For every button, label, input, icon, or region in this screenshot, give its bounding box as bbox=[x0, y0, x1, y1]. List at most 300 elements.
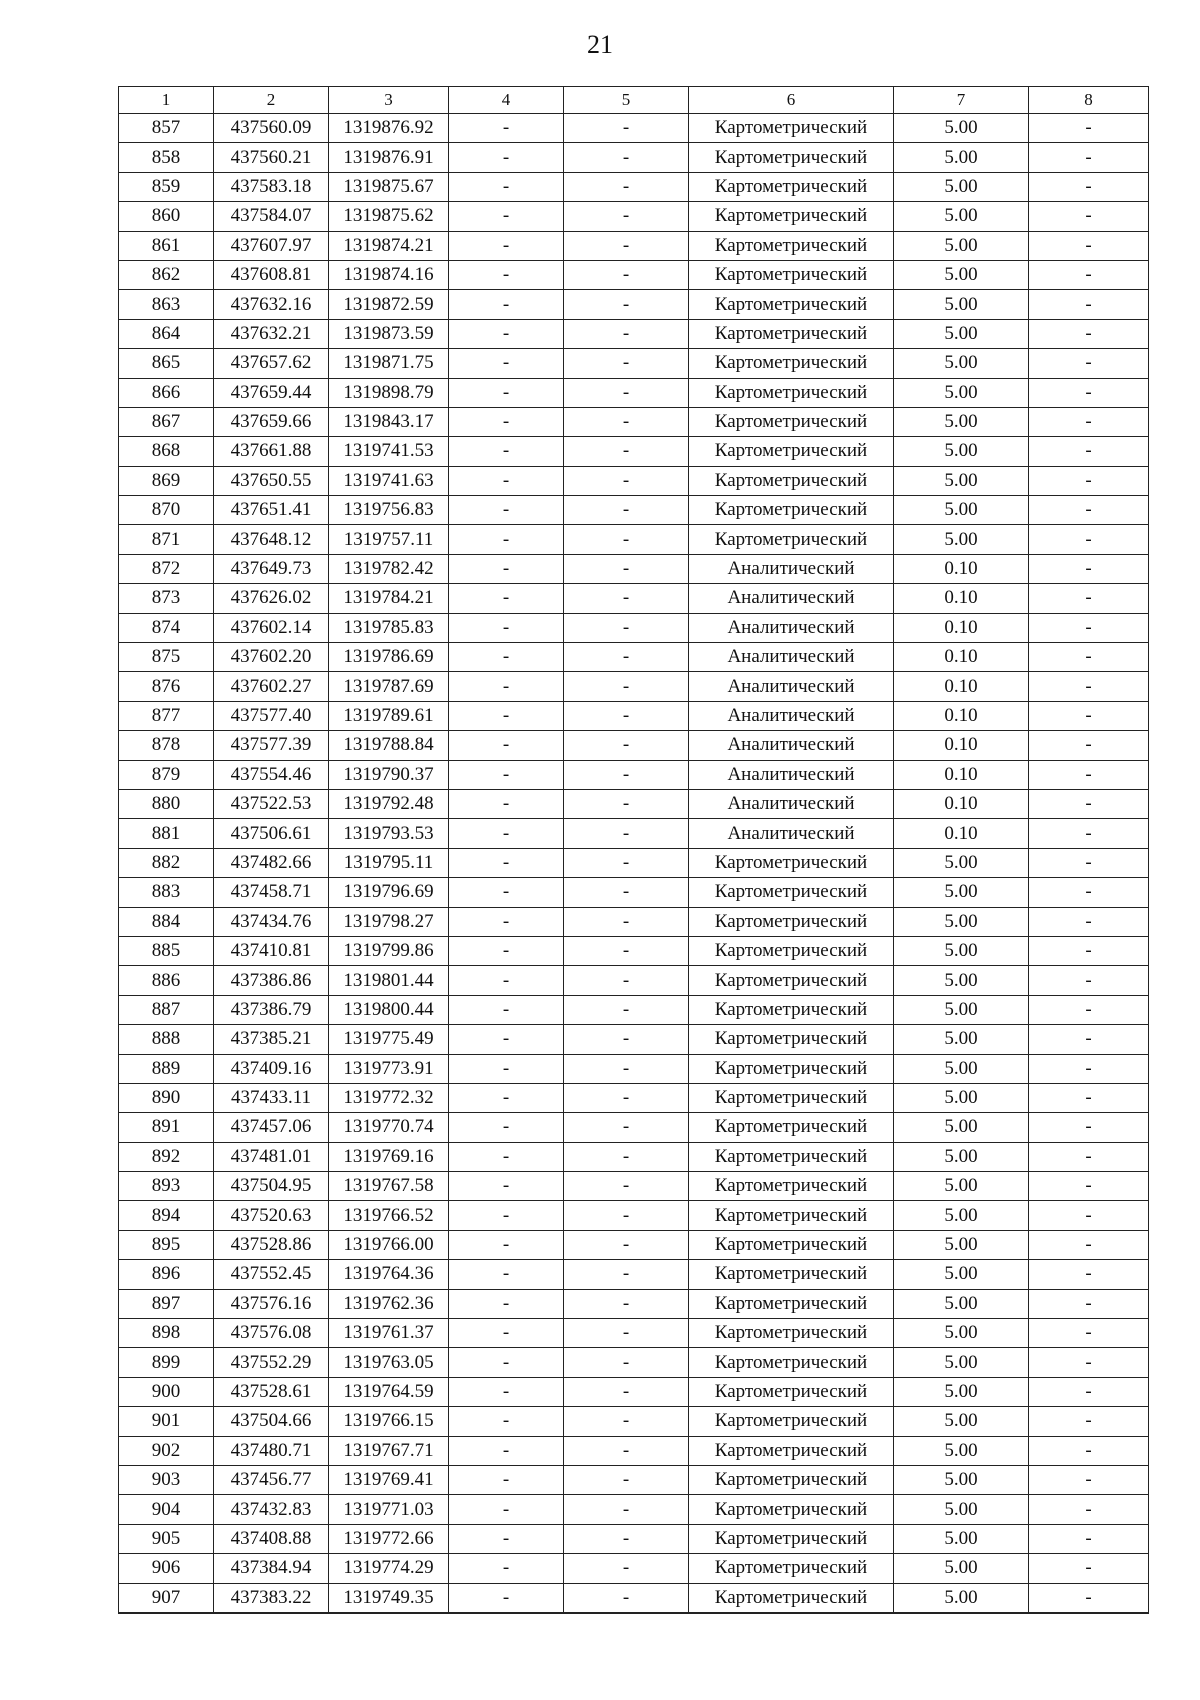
column-8-cell: - bbox=[1029, 1436, 1149, 1465]
column-5-cell: - bbox=[564, 1289, 689, 1318]
accuracy-cell: 5.00 bbox=[894, 1054, 1029, 1083]
column-5-cell: - bbox=[564, 319, 689, 348]
table-row bbox=[119, 349, 1149, 378]
method-cell: Картометрический bbox=[689, 1083, 894, 1112]
table-row bbox=[119, 1230, 1149, 1259]
method-cell: Картометрический bbox=[689, 407, 894, 436]
x-coordinate-cell: 437480.71 bbox=[214, 1436, 329, 1465]
point-number-cell: 890 bbox=[119, 1083, 214, 1112]
column-8-cell: - bbox=[1029, 1554, 1149, 1583]
table-row bbox=[119, 731, 1149, 760]
table-row bbox=[119, 1436, 1149, 1465]
point-number-cell: 906 bbox=[119, 1554, 214, 1583]
table-row bbox=[119, 466, 1149, 495]
column-8-cell: - bbox=[1029, 407, 1149, 436]
y-coordinate-cell: 1319771.03 bbox=[329, 1495, 449, 1524]
point-number-cell: 896 bbox=[119, 1260, 214, 1289]
method-cell: Картометрический bbox=[689, 1113, 894, 1142]
method-cell: Картометрический bbox=[689, 1319, 894, 1348]
table-row bbox=[119, 848, 1149, 877]
table-row bbox=[119, 1054, 1149, 1083]
point-number-cell: 888 bbox=[119, 1025, 214, 1054]
x-coordinate-cell: 437657.62 bbox=[214, 349, 329, 378]
column-5-cell: - bbox=[564, 496, 689, 525]
column-4-cell: - bbox=[449, 114, 564, 143]
method-cell: Картометрический bbox=[689, 1025, 894, 1054]
x-coordinate-cell: 437457.06 bbox=[214, 1113, 329, 1142]
column-4-cell: - bbox=[449, 290, 564, 319]
column-5-cell: - bbox=[564, 260, 689, 289]
method-cell: Картометрический bbox=[689, 260, 894, 289]
y-coordinate-cell: 1319762.36 bbox=[329, 1289, 449, 1318]
x-coordinate-cell: 437504.66 bbox=[214, 1407, 329, 1436]
point-number-cell: 869 bbox=[119, 466, 214, 495]
table-row bbox=[119, 378, 1149, 407]
column-5-cell: - bbox=[564, 172, 689, 201]
column-8-cell: - bbox=[1029, 114, 1149, 143]
y-coordinate-cell: 1319801.44 bbox=[329, 966, 449, 995]
table-row bbox=[119, 789, 1149, 818]
x-coordinate-cell: 437648.12 bbox=[214, 525, 329, 554]
accuracy-cell: 5.00 bbox=[894, 1083, 1029, 1112]
point-number-cell: 877 bbox=[119, 701, 214, 730]
accuracy-cell: 5.00 bbox=[894, 143, 1029, 172]
y-coordinate-cell: 1319786.69 bbox=[329, 643, 449, 672]
column-8-cell: - bbox=[1029, 995, 1149, 1024]
accuracy-cell: 5.00 bbox=[894, 349, 1029, 378]
x-coordinate-cell: 437456.77 bbox=[214, 1465, 329, 1494]
column-4-cell: - bbox=[449, 319, 564, 348]
column-8-cell: - bbox=[1029, 1407, 1149, 1436]
y-coordinate-cell: 1319785.83 bbox=[329, 613, 449, 642]
column-8-cell: - bbox=[1029, 1319, 1149, 1348]
column-4-cell: - bbox=[449, 1436, 564, 1465]
column-4-cell: - bbox=[449, 1495, 564, 1524]
x-coordinate-cell: 437602.27 bbox=[214, 672, 329, 701]
point-number-cell: 878 bbox=[119, 731, 214, 760]
table-row bbox=[119, 1407, 1149, 1436]
table-row bbox=[119, 1172, 1149, 1201]
column-4-cell: - bbox=[449, 349, 564, 378]
column-8-cell: - bbox=[1029, 1113, 1149, 1142]
table-row bbox=[119, 172, 1149, 201]
column-5-cell: - bbox=[564, 1524, 689, 1553]
y-coordinate-cell: 1319874.21 bbox=[329, 231, 449, 260]
column-4-cell: - bbox=[449, 1289, 564, 1318]
accuracy-cell: 5.00 bbox=[894, 878, 1029, 907]
column-5-cell: - bbox=[564, 878, 689, 907]
accuracy-cell: 5.00 bbox=[894, 1230, 1029, 1259]
column-8-cell: - bbox=[1029, 1260, 1149, 1289]
column-5-cell: - bbox=[564, 907, 689, 936]
method-cell: Картометрический bbox=[689, 1495, 894, 1524]
column-8-cell: - bbox=[1029, 643, 1149, 672]
y-coordinate-cell: 1319796.69 bbox=[329, 878, 449, 907]
x-coordinate-cell: 437481.01 bbox=[214, 1142, 329, 1171]
method-cell: Картометрический bbox=[689, 143, 894, 172]
column-8-cell: - bbox=[1029, 143, 1149, 172]
method-cell: Аналитический bbox=[689, 760, 894, 789]
x-coordinate-cell: 437577.40 bbox=[214, 701, 329, 730]
accuracy-cell: 5.00 bbox=[894, 995, 1029, 1024]
table-row bbox=[119, 966, 1149, 995]
column-5-cell: - bbox=[564, 231, 689, 260]
x-coordinate-cell: 437506.61 bbox=[214, 819, 329, 848]
y-coordinate-cell: 1319769.16 bbox=[329, 1142, 449, 1171]
table-row bbox=[119, 290, 1149, 319]
point-number-cell: 875 bbox=[119, 643, 214, 672]
x-coordinate-cell: 437632.21 bbox=[214, 319, 329, 348]
table-row bbox=[119, 672, 1149, 701]
column-5-cell: - bbox=[564, 995, 689, 1024]
y-coordinate-cell: 1319763.05 bbox=[329, 1348, 449, 1377]
method-cell: Картометрический bbox=[689, 349, 894, 378]
column-8-cell: - bbox=[1029, 260, 1149, 289]
column-8-cell: - bbox=[1029, 584, 1149, 613]
y-coordinate-cell: 1319875.62 bbox=[329, 202, 449, 231]
column-4-cell: - bbox=[449, 1083, 564, 1112]
column-5-cell: - bbox=[564, 966, 689, 995]
column-header: 7 bbox=[894, 87, 1029, 114]
point-number-cell: 860 bbox=[119, 202, 214, 231]
table-row bbox=[119, 1583, 1149, 1613]
column-header: 5 bbox=[564, 87, 689, 114]
column-4-cell: - bbox=[449, 407, 564, 436]
accuracy-cell: 5.00 bbox=[894, 378, 1029, 407]
column-5-cell: - bbox=[564, 437, 689, 466]
accuracy-cell: 5.00 bbox=[894, 907, 1029, 936]
accuracy-cell: 5.00 bbox=[894, 172, 1029, 201]
column-4-cell: - bbox=[449, 643, 564, 672]
column-4-cell: - bbox=[449, 878, 564, 907]
point-number-cell: 880 bbox=[119, 789, 214, 818]
y-coordinate-cell: 1319784.21 bbox=[329, 584, 449, 613]
y-coordinate-cell: 1319871.75 bbox=[329, 349, 449, 378]
point-number-cell: 887 bbox=[119, 995, 214, 1024]
column-header: 8 bbox=[1029, 87, 1149, 114]
point-number-cell: 901 bbox=[119, 1407, 214, 1436]
column-4-cell: - bbox=[449, 143, 564, 172]
column-4-cell: - bbox=[449, 260, 564, 289]
column-8-cell: - bbox=[1029, 789, 1149, 818]
accuracy-cell: 5.00 bbox=[894, 1319, 1029, 1348]
table-row bbox=[119, 1113, 1149, 1142]
x-coordinate-cell: 437528.86 bbox=[214, 1230, 329, 1259]
column-5-cell: - bbox=[564, 1495, 689, 1524]
column-8-cell: - bbox=[1029, 760, 1149, 789]
table-row bbox=[119, 584, 1149, 613]
table-row bbox=[119, 1554, 1149, 1583]
method-cell: Картометрический bbox=[689, 1201, 894, 1230]
point-number-cell: 871 bbox=[119, 525, 214, 554]
column-5-cell: - bbox=[564, 672, 689, 701]
accuracy-cell: 0.10 bbox=[894, 819, 1029, 848]
table-row bbox=[119, 1142, 1149, 1171]
accuracy-cell: 5.00 bbox=[894, 437, 1029, 466]
table-row bbox=[119, 1465, 1149, 1494]
table-row bbox=[119, 701, 1149, 730]
method-cell: Картометрический bbox=[689, 378, 894, 407]
y-coordinate-cell: 1319749.35 bbox=[329, 1583, 449, 1613]
accuracy-cell: 5.00 bbox=[894, 1172, 1029, 1201]
x-coordinate-cell: 437576.08 bbox=[214, 1319, 329, 1348]
accuracy-cell: 5.00 bbox=[894, 1377, 1029, 1406]
column-4-cell: - bbox=[449, 936, 564, 965]
table-row bbox=[119, 819, 1149, 848]
column-8-cell: - bbox=[1029, 202, 1149, 231]
x-coordinate-cell: 437386.86 bbox=[214, 966, 329, 995]
column-8-cell: - bbox=[1029, 1495, 1149, 1524]
column-8-cell: - bbox=[1029, 349, 1149, 378]
y-coordinate-cell: 1319874.16 bbox=[329, 260, 449, 289]
y-coordinate-cell: 1319898.79 bbox=[329, 378, 449, 407]
point-number-cell: 889 bbox=[119, 1054, 214, 1083]
column-header: 1 bbox=[119, 87, 214, 114]
table-row bbox=[119, 231, 1149, 260]
table-row bbox=[119, 407, 1149, 436]
column-5-cell: - bbox=[564, 525, 689, 554]
column-5-cell: - bbox=[564, 584, 689, 613]
column-header: 4 bbox=[449, 87, 564, 114]
table-row bbox=[119, 202, 1149, 231]
y-coordinate-cell: 1319787.69 bbox=[329, 672, 449, 701]
y-coordinate-cell: 1319770.74 bbox=[329, 1113, 449, 1142]
column-8-cell: - bbox=[1029, 1348, 1149, 1377]
x-coordinate-cell: 437520.63 bbox=[214, 1201, 329, 1230]
column-5-cell: - bbox=[564, 378, 689, 407]
column-4-cell: - bbox=[449, 1319, 564, 1348]
x-coordinate-cell: 437651.41 bbox=[214, 496, 329, 525]
point-number-cell: 867 bbox=[119, 407, 214, 436]
y-coordinate-cell: 1319795.11 bbox=[329, 848, 449, 877]
accuracy-cell: 5.00 bbox=[894, 231, 1029, 260]
x-coordinate-cell: 437528.61 bbox=[214, 1377, 329, 1406]
column-5-cell: - bbox=[564, 1319, 689, 1348]
x-coordinate-cell: 437632.16 bbox=[214, 290, 329, 319]
column-8-cell: - bbox=[1029, 437, 1149, 466]
point-number-cell: 881 bbox=[119, 819, 214, 848]
column-4-cell: - bbox=[449, 584, 564, 613]
column-4-cell: - bbox=[449, 172, 564, 201]
column-5-cell: - bbox=[564, 819, 689, 848]
method-cell: Картометрический bbox=[689, 1260, 894, 1289]
table-row bbox=[119, 1260, 1149, 1289]
accuracy-cell: 0.10 bbox=[894, 672, 1029, 701]
method-cell: Картометрический bbox=[689, 936, 894, 965]
column-4-cell: - bbox=[449, 525, 564, 554]
point-number-cell: 907 bbox=[119, 1583, 214, 1613]
method-cell: Картометрический bbox=[689, 525, 894, 554]
column-4-cell: - bbox=[449, 378, 564, 407]
method-cell: Картометрический bbox=[689, 172, 894, 201]
column-5-cell: - bbox=[564, 1554, 689, 1583]
column-5-cell: - bbox=[564, 936, 689, 965]
x-coordinate-cell: 437409.16 bbox=[214, 1054, 329, 1083]
method-cell: Картометрический bbox=[689, 1407, 894, 1436]
x-coordinate-cell: 437408.88 bbox=[214, 1524, 329, 1553]
point-number-cell: 873 bbox=[119, 584, 214, 613]
column-4-cell: - bbox=[449, 554, 564, 583]
column-4-cell: - bbox=[449, 848, 564, 877]
column-8-cell: - bbox=[1029, 672, 1149, 701]
method-cell: Картометрический bbox=[689, 290, 894, 319]
point-number-cell: 898 bbox=[119, 1319, 214, 1348]
x-coordinate-cell: 437554.46 bbox=[214, 760, 329, 789]
table-row bbox=[119, 1201, 1149, 1230]
method-cell: Картометрический bbox=[689, 231, 894, 260]
y-coordinate-cell: 1319761.37 bbox=[329, 1319, 449, 1348]
column-4-cell: - bbox=[449, 1142, 564, 1171]
column-4-cell: - bbox=[449, 731, 564, 760]
column-4-cell: - bbox=[449, 496, 564, 525]
column-5-cell: - bbox=[564, 1436, 689, 1465]
column-5-cell: - bbox=[564, 848, 689, 877]
table-row bbox=[119, 613, 1149, 642]
x-coordinate-cell: 437552.29 bbox=[214, 1348, 329, 1377]
accuracy-cell: 0.10 bbox=[894, 701, 1029, 730]
method-cell: Картометрический bbox=[689, 1524, 894, 1553]
column-5-cell: - bbox=[564, 114, 689, 143]
column-5-cell: - bbox=[564, 643, 689, 672]
x-coordinate-cell: 437385.21 bbox=[214, 1025, 329, 1054]
column-header: 2 bbox=[214, 87, 329, 114]
x-coordinate-cell: 437433.11 bbox=[214, 1083, 329, 1112]
column-4-cell: - bbox=[449, 1172, 564, 1201]
column-5-cell: - bbox=[564, 1172, 689, 1201]
accuracy-cell: 5.00 bbox=[894, 260, 1029, 289]
point-number-cell: 882 bbox=[119, 848, 214, 877]
y-coordinate-cell: 1319741.63 bbox=[329, 466, 449, 495]
point-number-cell: 876 bbox=[119, 672, 214, 701]
column-8-cell: - bbox=[1029, 231, 1149, 260]
table-row bbox=[119, 1495, 1149, 1524]
point-number-cell: 903 bbox=[119, 1465, 214, 1494]
x-coordinate-cell: 437608.81 bbox=[214, 260, 329, 289]
accuracy-cell: 5.00 bbox=[894, 848, 1029, 877]
y-coordinate-cell: 1319876.92 bbox=[329, 114, 449, 143]
method-cell: Аналитический bbox=[689, 819, 894, 848]
column-4-cell: - bbox=[449, 437, 564, 466]
column-8-cell: - bbox=[1029, 1054, 1149, 1083]
y-coordinate-cell: 1319772.32 bbox=[329, 1083, 449, 1112]
column-4-cell: - bbox=[449, 1554, 564, 1583]
column-header: 3 bbox=[329, 87, 449, 114]
point-number-cell: 885 bbox=[119, 936, 214, 965]
table-body bbox=[119, 114, 1149, 1613]
point-number-cell: 884 bbox=[119, 907, 214, 936]
y-coordinate-cell: 1319774.29 bbox=[329, 1554, 449, 1583]
column-8-cell: - bbox=[1029, 878, 1149, 907]
column-5-cell: - bbox=[564, 731, 689, 760]
y-coordinate-cell: 1319789.61 bbox=[329, 701, 449, 730]
x-coordinate-cell: 437650.55 bbox=[214, 466, 329, 495]
accuracy-cell: 0.10 bbox=[894, 789, 1029, 818]
accuracy-cell: 5.00 bbox=[894, 1407, 1029, 1436]
accuracy-cell: 5.00 bbox=[894, 407, 1029, 436]
column-4-cell: - bbox=[449, 202, 564, 231]
column-4-cell: - bbox=[449, 760, 564, 789]
column-5-cell: - bbox=[564, 407, 689, 436]
y-coordinate-cell: 1319875.67 bbox=[329, 172, 449, 201]
point-number-cell: 861 bbox=[119, 231, 214, 260]
column-8-cell: - bbox=[1029, 1465, 1149, 1494]
column-8-cell: - bbox=[1029, 1583, 1149, 1613]
y-coordinate-cell: 1319766.00 bbox=[329, 1230, 449, 1259]
y-coordinate-cell: 1319798.27 bbox=[329, 907, 449, 936]
point-number-cell: 902 bbox=[119, 1436, 214, 1465]
column-4-cell: - bbox=[449, 1113, 564, 1142]
method-cell: Картометрический bbox=[689, 202, 894, 231]
column-8-cell: - bbox=[1029, 1289, 1149, 1318]
table-header-row bbox=[119, 87, 1149, 114]
point-number-cell: 904 bbox=[119, 1495, 214, 1524]
column-header: 6 bbox=[689, 87, 894, 114]
table-row bbox=[119, 907, 1149, 936]
column-8-cell: - bbox=[1029, 907, 1149, 936]
y-coordinate-cell: 1319766.52 bbox=[329, 1201, 449, 1230]
column-8-cell: - bbox=[1029, 848, 1149, 877]
method-cell: Картометрический bbox=[689, 437, 894, 466]
x-coordinate-cell: 437607.97 bbox=[214, 231, 329, 260]
accuracy-cell: 5.00 bbox=[894, 290, 1029, 319]
point-number-cell: 897 bbox=[119, 1289, 214, 1318]
column-8-cell: - bbox=[1029, 172, 1149, 201]
column-5-cell: - bbox=[564, 1583, 689, 1613]
method-cell: Картометрический bbox=[689, 1172, 894, 1201]
y-coordinate-cell: 1319800.44 bbox=[329, 995, 449, 1024]
method-cell: Картометрический bbox=[689, 878, 894, 907]
accuracy-cell: 5.00 bbox=[894, 319, 1029, 348]
column-5-cell: - bbox=[564, 613, 689, 642]
column-5-cell: - bbox=[564, 1054, 689, 1083]
accuracy-cell: 0.10 bbox=[894, 643, 1029, 672]
table-row bbox=[119, 554, 1149, 583]
method-cell: Картометрический bbox=[689, 1054, 894, 1083]
y-coordinate-cell: 1319769.41 bbox=[329, 1465, 449, 1494]
method-cell: Картометрический bbox=[689, 1554, 894, 1583]
column-8-cell: - bbox=[1029, 1083, 1149, 1112]
y-coordinate-cell: 1319766.15 bbox=[329, 1407, 449, 1436]
y-coordinate-cell: 1319843.17 bbox=[329, 407, 449, 436]
point-number-cell: 872 bbox=[119, 554, 214, 583]
column-8-cell: - bbox=[1029, 378, 1149, 407]
method-cell: Картометрический bbox=[689, 1289, 894, 1318]
column-8-cell: - bbox=[1029, 1025, 1149, 1054]
column-8-cell: - bbox=[1029, 554, 1149, 583]
column-4-cell: - bbox=[449, 1348, 564, 1377]
method-cell: Картометрический bbox=[689, 907, 894, 936]
column-8-cell: - bbox=[1029, 1201, 1149, 1230]
table-row bbox=[119, 437, 1149, 466]
column-4-cell: - bbox=[449, 1025, 564, 1054]
column-5-cell: - bbox=[564, 202, 689, 231]
point-number-cell: 894 bbox=[119, 1201, 214, 1230]
accuracy-cell: 0.10 bbox=[894, 731, 1029, 760]
y-coordinate-cell: 1319788.84 bbox=[329, 731, 449, 760]
y-coordinate-cell: 1319876.91 bbox=[329, 143, 449, 172]
x-coordinate-cell: 437384.94 bbox=[214, 1554, 329, 1583]
point-number-cell: 899 bbox=[119, 1348, 214, 1377]
column-8-cell: - bbox=[1029, 525, 1149, 554]
accuracy-cell: 5.00 bbox=[894, 936, 1029, 965]
x-coordinate-cell: 437649.73 bbox=[214, 554, 329, 583]
x-coordinate-cell: 437583.18 bbox=[214, 172, 329, 201]
accuracy-cell: 5.00 bbox=[894, 525, 1029, 554]
column-4-cell: - bbox=[449, 907, 564, 936]
point-number-cell: 895 bbox=[119, 1230, 214, 1259]
column-8-cell: - bbox=[1029, 1377, 1149, 1406]
point-number-cell: 900 bbox=[119, 1377, 214, 1406]
